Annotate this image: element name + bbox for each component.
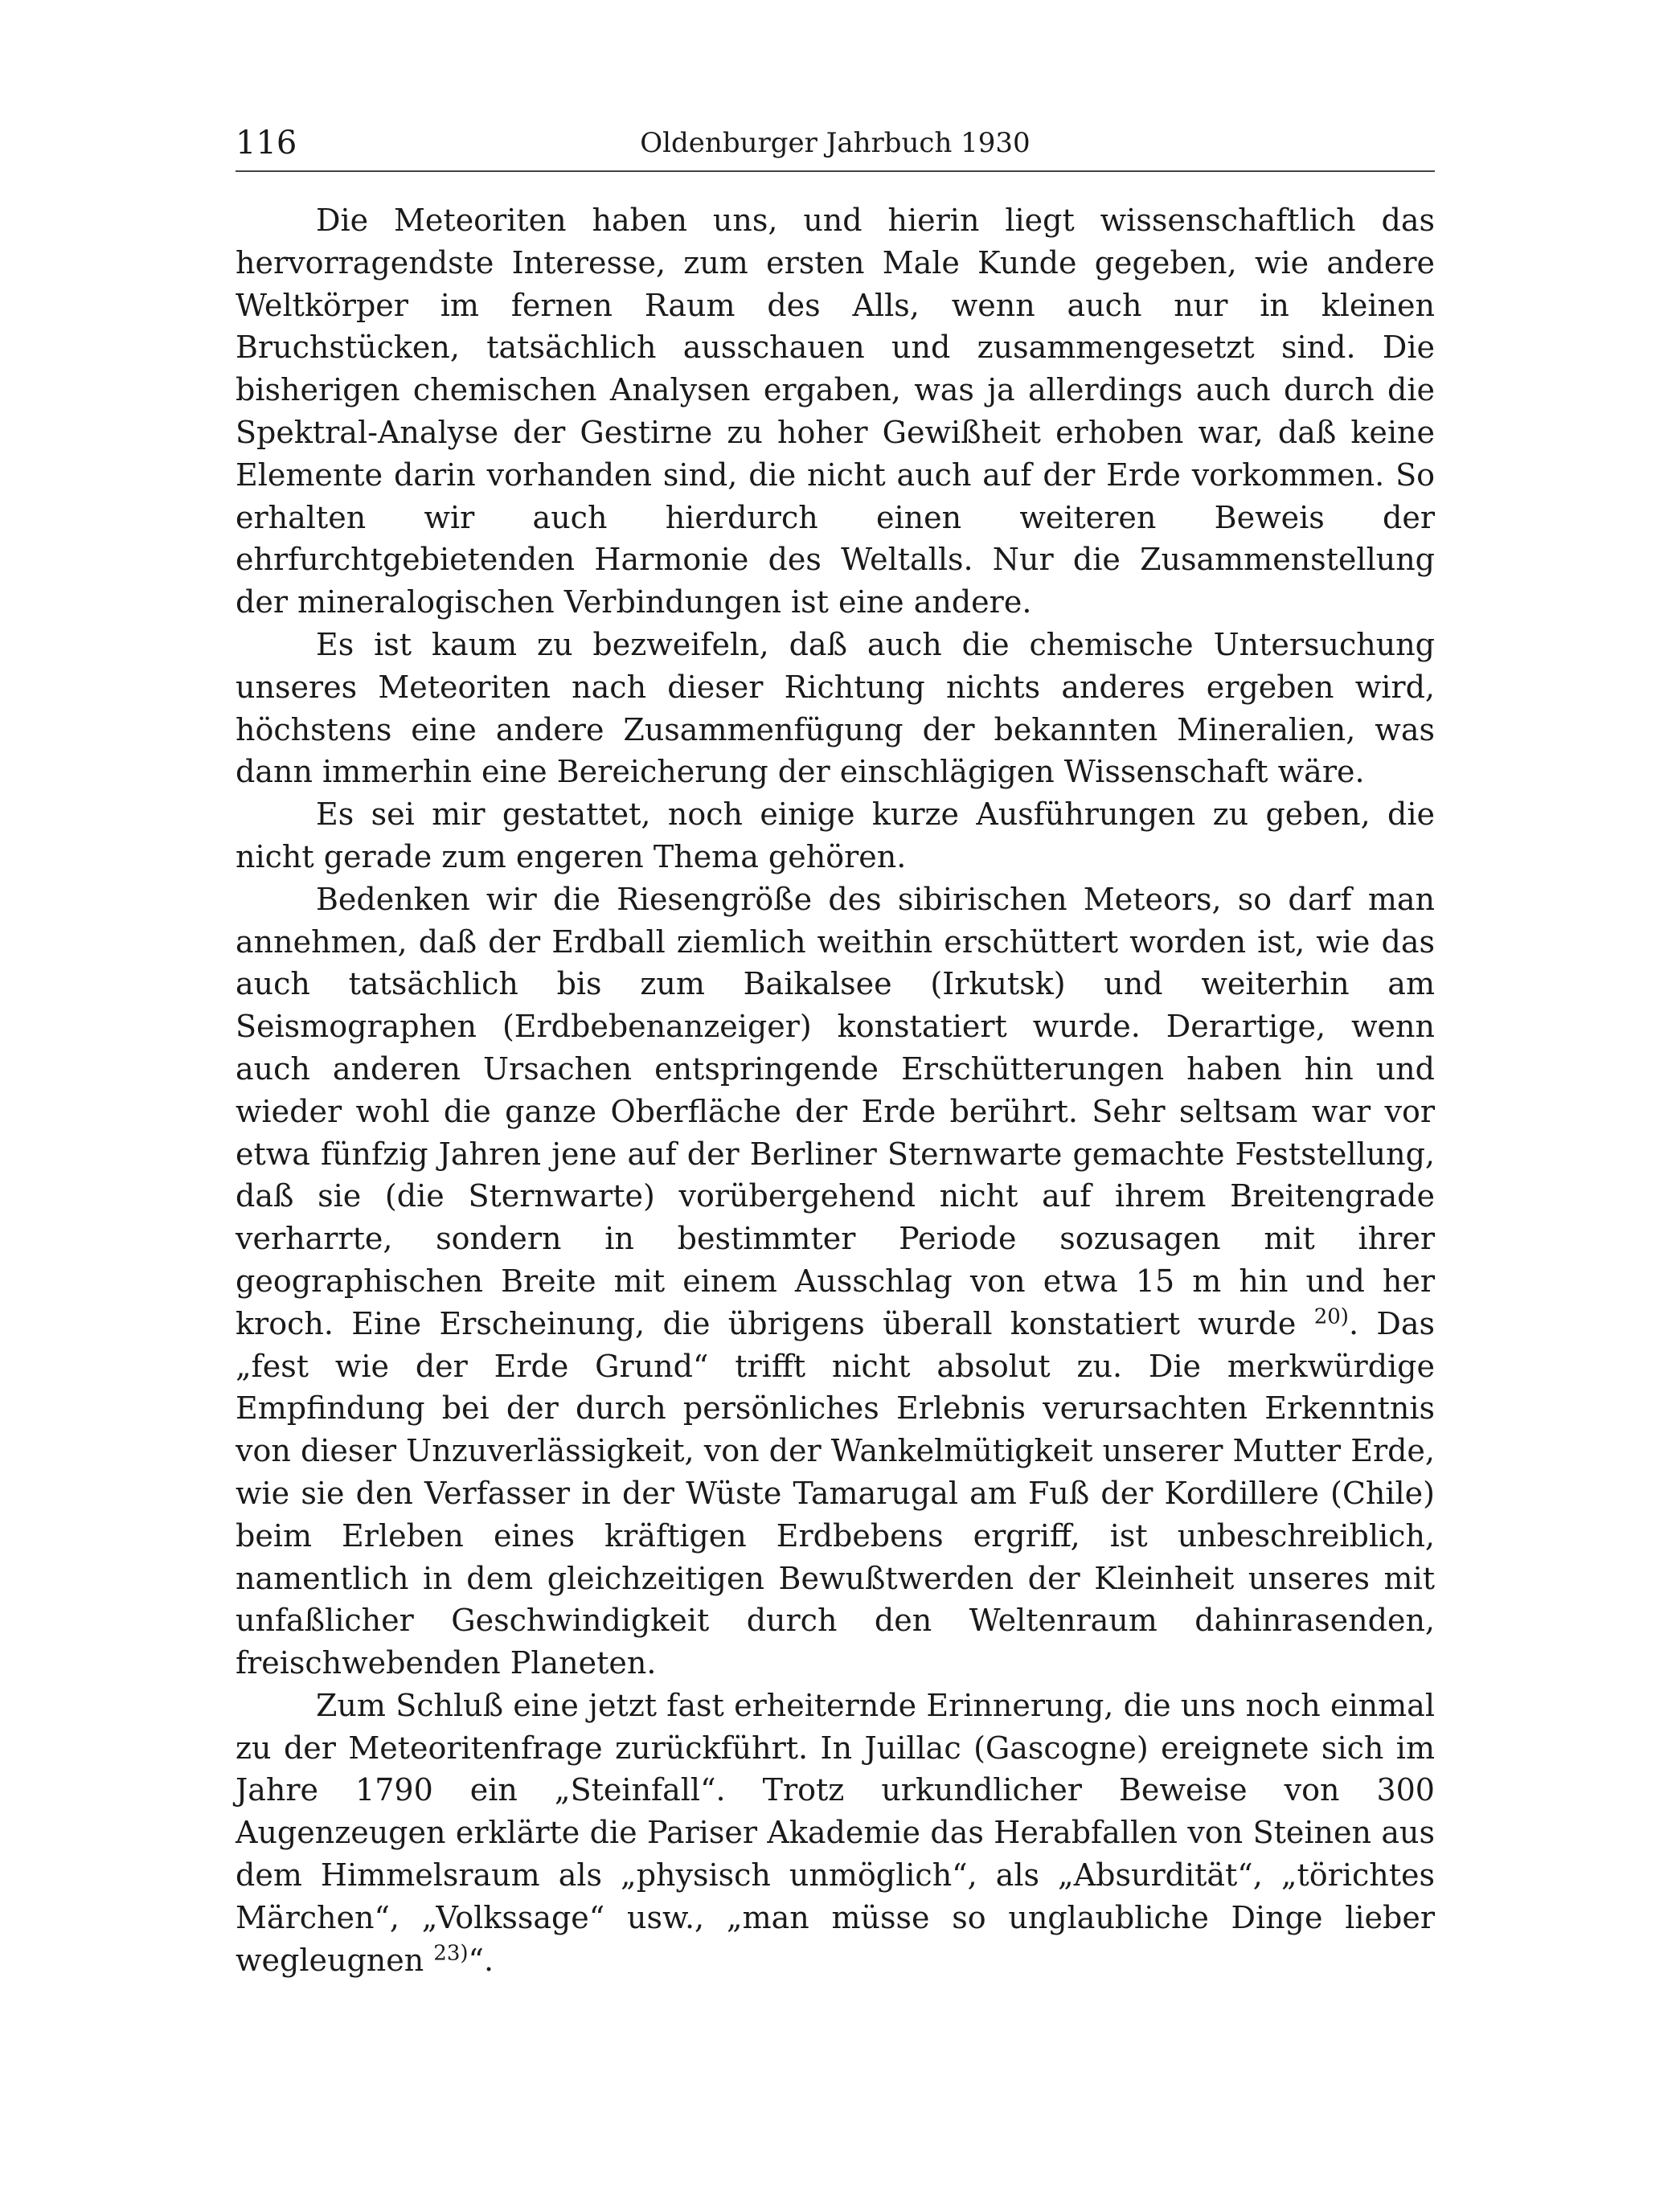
paragraph: Es ist kaum zu bezweifeln, daß auch die chemische Untersuchung unseres Meteoriten nach dieser Richtung nichts anderes ergeben wird, höchstens eine andere Zusammenfügung der bekannten Mineralien, was dann immerhin eine Bereicherung der einschlägigen Wissenschaft wäre. <box>236 626 1435 790</box>
page-header <box>236 119 1435 167</box>
paragraph: Es sei mir gestattet, noch einige kurze Ausführungen zu geben, die nicht gerade zum engeren Thema gehören. <box>236 796 1435 874</box>
paragraph-text: . Das „fest wie der Erde Grund“ trifft nicht absolut zu. Die merkwürdige Empfindung bei der durch persönliches Erlebnis verursachten Erkenntnis von dieser Unzuverlässigkeit, von der Wankelmütigkeit unserer Mutter Erde, wie sie den Verfasser in der Wüste Tamarugal am Fuß der Kordillere (Chile) beim Erleben eines kräftigen Erdbebens ergriff, ist unbeschreiblich, namentlich in dem gleichzeitigen Bewußtwerden der Kleinheit unseres mit unfaßlicher Geschwindigkeit durch den Weltenraum dahinrasenden, freischwebenden Planeten. <box>236 1305 1436 1681</box>
footnote-reference: 20) <box>1313 1304 1349 1329</box>
header-rule <box>236 170 1435 172</box>
footnote-reference: 23) <box>433 1941 469 1966</box>
paragraph <box>236 1685 1435 1982</box>
body-text <box>236 199 1435 1981</box>
paragraph-text: Zum Schluß eine jetzt fast erheiternde Erinnerung, die uns noch einmal zu der Meteoritenfrage zurückführt. In Juillac (Gascogne) ereignete sich im Jahre 1790 ein „Steinfall“. Trotz urkundlicher Beweise von 300 Augenzeugen erklärte die Pariser Akademie das Herabfallen von Steinen aus dem Himmelsraum als „physisch unmöglich“, als „Absurdität“, „törichtes Märchen“, „Volkssage“ usw., „man müsse so unglaubliche Dinge lieber wegleugnen <box>236 1687 1435 1978</box>
paragraph <box>236 878 1435 1685</box>
page-number: 116 <box>236 125 297 162</box>
running-title: Oldenburger Jahrbuch 1930 <box>640 127 1031 159</box>
paragraph-text: Bedenken wir die Riesengröße des sibirischen Meteors, so darf man annehmen, daß der Erdball ziemlich weithin erschüttert worden ist, wie das auch tatsächlich bis zum Baikalsee (Irkutsk) und weiterhin am Seismographen (Erdbebenanzeiger) konstatiert wurde. Derartige, wenn auch anderen Ursachen entspringende Erschütterungen haben hin und wieder wohl die ganze Oberfläche der Erde berührt. Sehr seltsam war vor etwa fünfzig Jahren jene auf der Berliner Sternwarte gemachte Feststellung, daß sie (die Sternwarte) vorübergehend nicht auf ihrem Breitengrade verharrte, sondern in bestimmter Periode sozusagen mit ihrer geographischen Breite mit einem Ausschlag von etwa 15 m hin und her kroch. Eine Erscheinung, die übrigens überall konstatiert wurde <box>236 881 1435 1341</box>
paragraph: Die Meteoriten haben uns, und hierin liegt wissenschaftlich das hervorragendste Interesse, zum ersten Male Kunde gegeben, wie andere Weltkörper im fernen Raum des Alls, wenn auch nur in kleinen Bruchstücken, tatsächlich ausschauen und zusammengesetzt sind. Die bisherigen chemischen Analysen ergaben, was ja allerdings auch durch die Spektral-Analyse der Gestirne zu hoher Gewißheit erhoben war, daß keine Elemente darin vorhanden sind, die nicht auch auf der Erde vorkommen. So erhalten wir auch hierdurch einen weiteren Beweis der ehrfurchtgebietenden Harmonie des Weltalls. Nur die Zusammenstellung der mineralogischen Verbindungen ist eine andere. <box>236 203 1435 620</box>
paragraph-text: “. <box>468 1942 494 1978</box>
